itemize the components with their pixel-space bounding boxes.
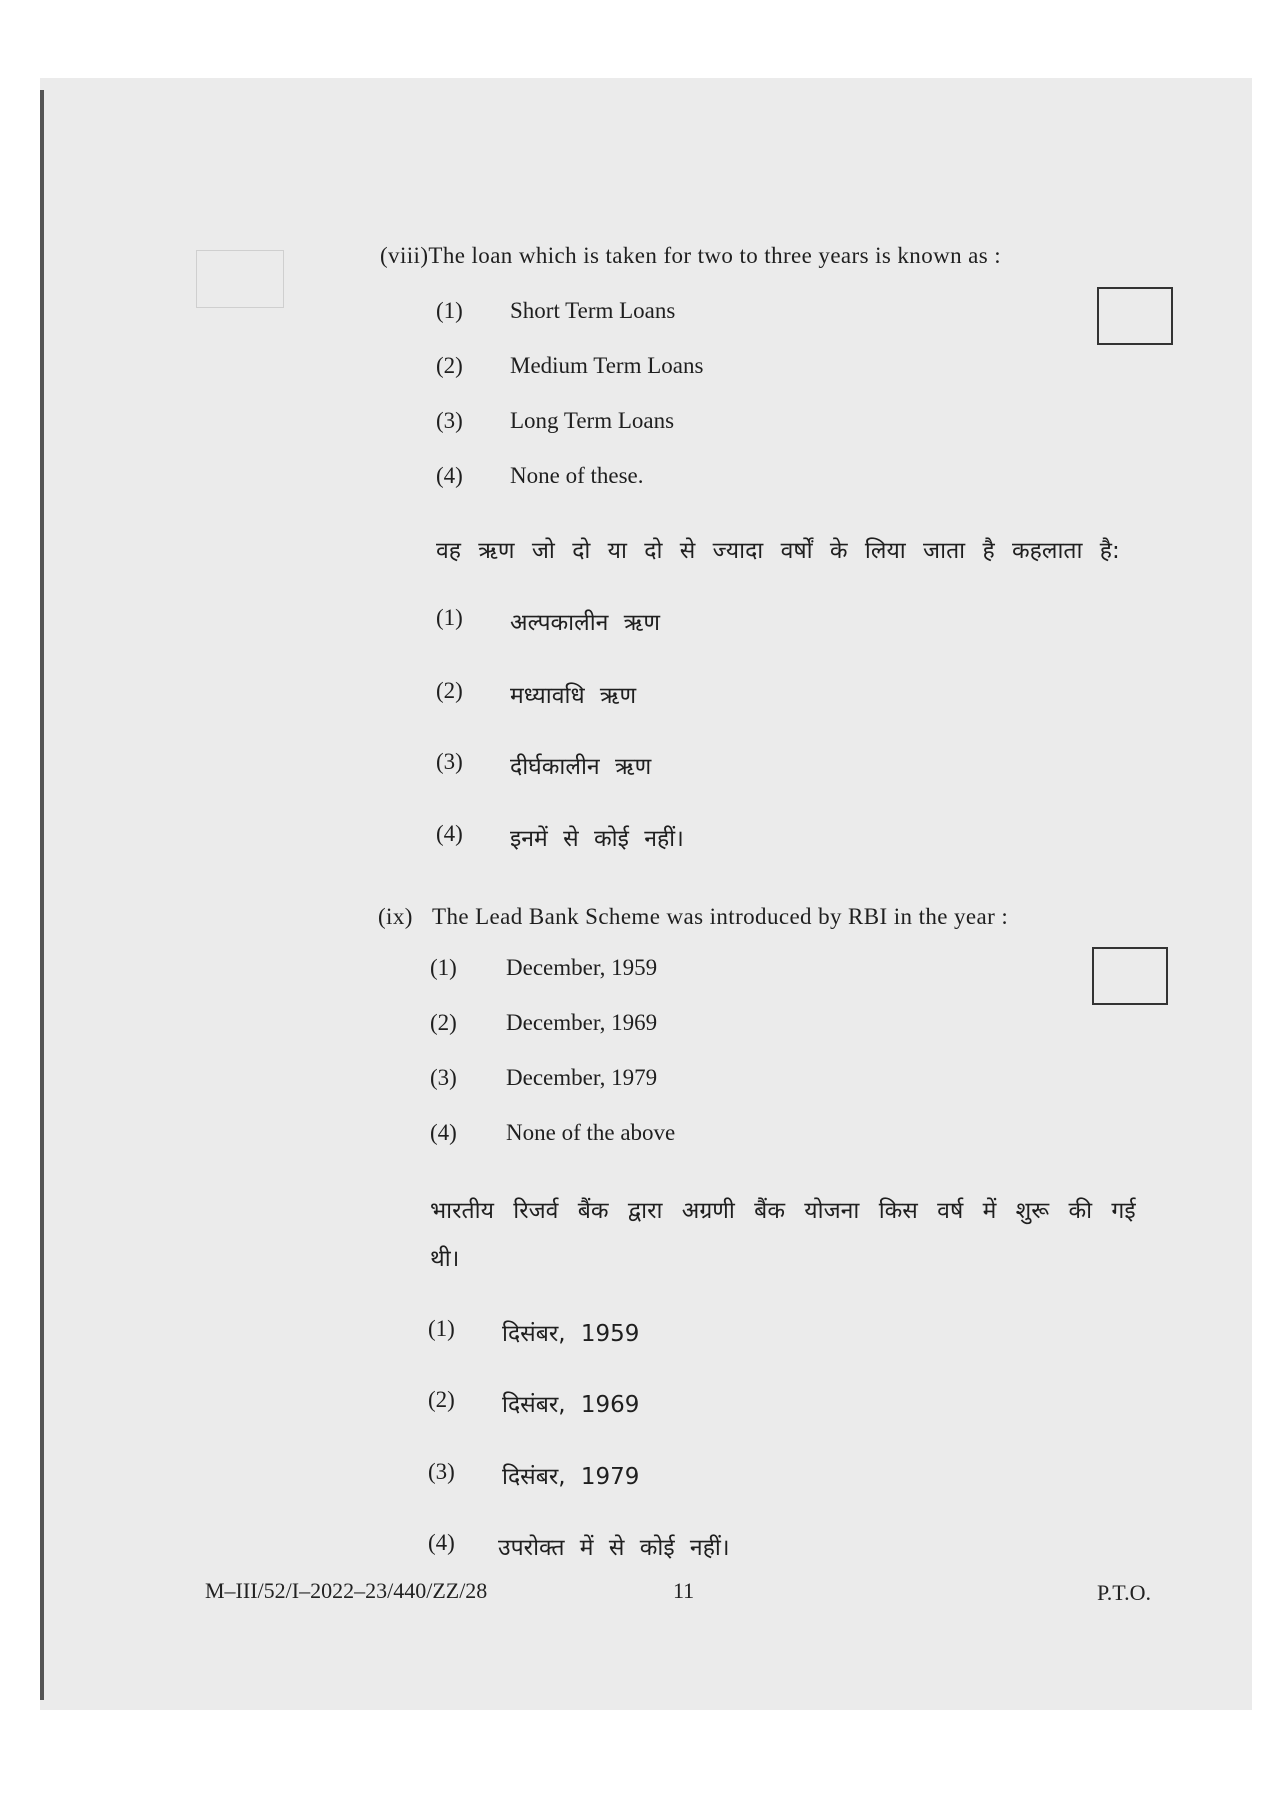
option-text: Long Term Loans (510, 408, 675, 433)
option-text: उपरोक्त में से कोई नहीं। (498, 1535, 730, 1561)
option-text: इनमें से कोई नहीं। (510, 826, 684, 852)
option-text: December, 1959 (506, 955, 658, 980)
option-text: दिसंबर, 1959 (502, 1321, 640, 1347)
option-text: दिसंबर, 1969 (502, 1392, 640, 1418)
option-number: (1) (428, 1316, 455, 1341)
footer-paper-code: M–III/52/I–2022–23/440/ZZ/28 (205, 1578, 488, 1603)
question-ix-number: (ix) (378, 904, 413, 929)
option-text: None of the above (506, 1120, 676, 1145)
option-number: (4) (436, 463, 463, 488)
option-text: दिसंबर, 1979 (502, 1464, 640, 1490)
option-text: Short Term Loans (510, 298, 676, 323)
option-number: (1) (430, 955, 457, 980)
question-ix-hindi-line-1: भारतीय रिजर्व बैंक द्वारा अग्रणी बैंक योजना किस वर्ष में शुरू की गई (430, 1198, 1136, 1224)
option-text: December, 1969 (506, 1010, 658, 1035)
option-number: (2) (430, 1010, 457, 1035)
option-number: (2) (436, 678, 463, 703)
option-number: (4) (428, 1530, 455, 1555)
option-number: (3) (430, 1065, 457, 1090)
option-text: Medium Term Loans (510, 353, 704, 378)
question-ix-text: The Lead Bank Scheme was introduced by RBI in the year : (432, 904, 1009, 929)
question-viii-text: The loan which is taken for two to three years is known as : (428, 243, 1002, 268)
option-number: (3) (436, 408, 463, 433)
option-number: (1) (436, 605, 463, 630)
faint-marks-box (196, 250, 284, 308)
option-number: (3) (436, 749, 463, 774)
question-ix-hindi-line-2: थी। (430, 1246, 460, 1272)
option-number: (3) (428, 1459, 455, 1484)
question-viii-hindi: वह ऋण जो दो या दो से ज्यादा वर्षों के लिया जाता है कहलाता है: (436, 538, 1120, 564)
option-text: मध्यावधि ऋण (510, 683, 637, 709)
question-ix (378, 904, 1008, 930)
option-number: (4) (436, 821, 463, 846)
answer-box-ix[interactable] (1092, 947, 1168, 1005)
option-text: अल्पकालीन ऋण (510, 610, 660, 636)
page-left-edge (40, 90, 44, 1700)
option-number: (2) (428, 1387, 455, 1412)
option-text: None of these. (510, 463, 644, 488)
option-text: December, 1979 (506, 1065, 658, 1090)
option-number: (4) (430, 1120, 457, 1145)
answer-box-viii[interactable] (1097, 287, 1173, 345)
page-number: 11 (673, 1578, 695, 1603)
please-turn-over: P.T.O. (1097, 1580, 1151, 1605)
question-viii (380, 243, 1001, 269)
option-number: (1) (436, 298, 463, 323)
option-number: (2) (436, 353, 463, 378)
question-viii-number: (viii) (380, 243, 429, 268)
option-text: दीर्घकालीन ऋण (510, 754, 652, 780)
